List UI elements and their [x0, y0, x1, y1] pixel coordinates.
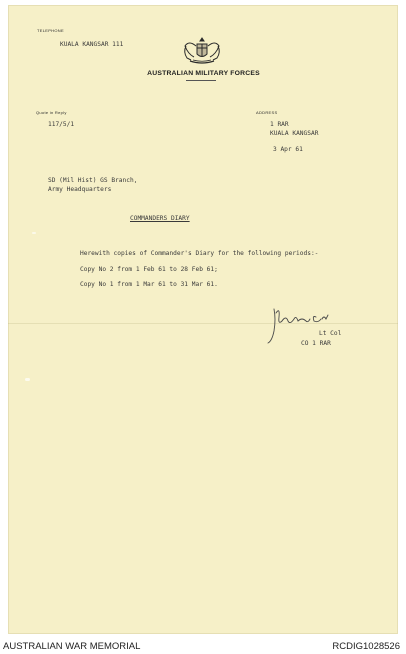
telephone-value: KUALA KANGSAR 111	[60, 41, 124, 48]
letter-page	[8, 5, 398, 634]
body-line-2: Copy No 2 from 1 Feb 61 to 28 Feb 61;	[80, 266, 218, 273]
body-line-3: Copy No 1 from 1 Mar 61 to 31 Mar 61.	[80, 281, 218, 288]
signature-rank: Lt Col	[319, 330, 342, 337]
address-line-1: 1 RAR	[270, 121, 289, 128]
institution-name: AUSTRALIAN WAR MEMORIAL	[3, 641, 141, 652]
title-underline	[186, 80, 216, 81]
address-label: ADDRESS	[256, 110, 278, 115]
archive-footer	[0, 638, 406, 654]
letterhead-title: AUSTRALIAN MILITARY FORCES	[147, 70, 260, 77]
paper-blemish	[32, 232, 36, 234]
recipient-line-1: SD (Mil Hist) GS Branch,	[48, 177, 138, 184]
paper-blemish	[25, 378, 30, 381]
letter-date: 3 Apr 61	[273, 146, 303, 153]
coat-of-arms-emblem	[180, 36, 224, 66]
subject-heading: COMMANDERS DIARY	[130, 215, 190, 222]
telephone-label: TELEPHONE	[37, 28, 64, 33]
signature-title: CO 1 RAR	[301, 340, 331, 347]
quote-value: 117/5/1	[48, 121, 75, 128]
fold-line	[8, 323, 398, 324]
address-line-2: KUALA KANGSAR	[270, 130, 319, 137]
quote-label: Quote in Reply	[36, 110, 67, 115]
recipient-line-2: Army Headquarters	[48, 186, 112, 193]
record-id: RCDIG1028526	[332, 641, 400, 652]
body-line-1: Herewith copies of Commander's Diary for the following periods:-	[80, 250, 319, 257]
